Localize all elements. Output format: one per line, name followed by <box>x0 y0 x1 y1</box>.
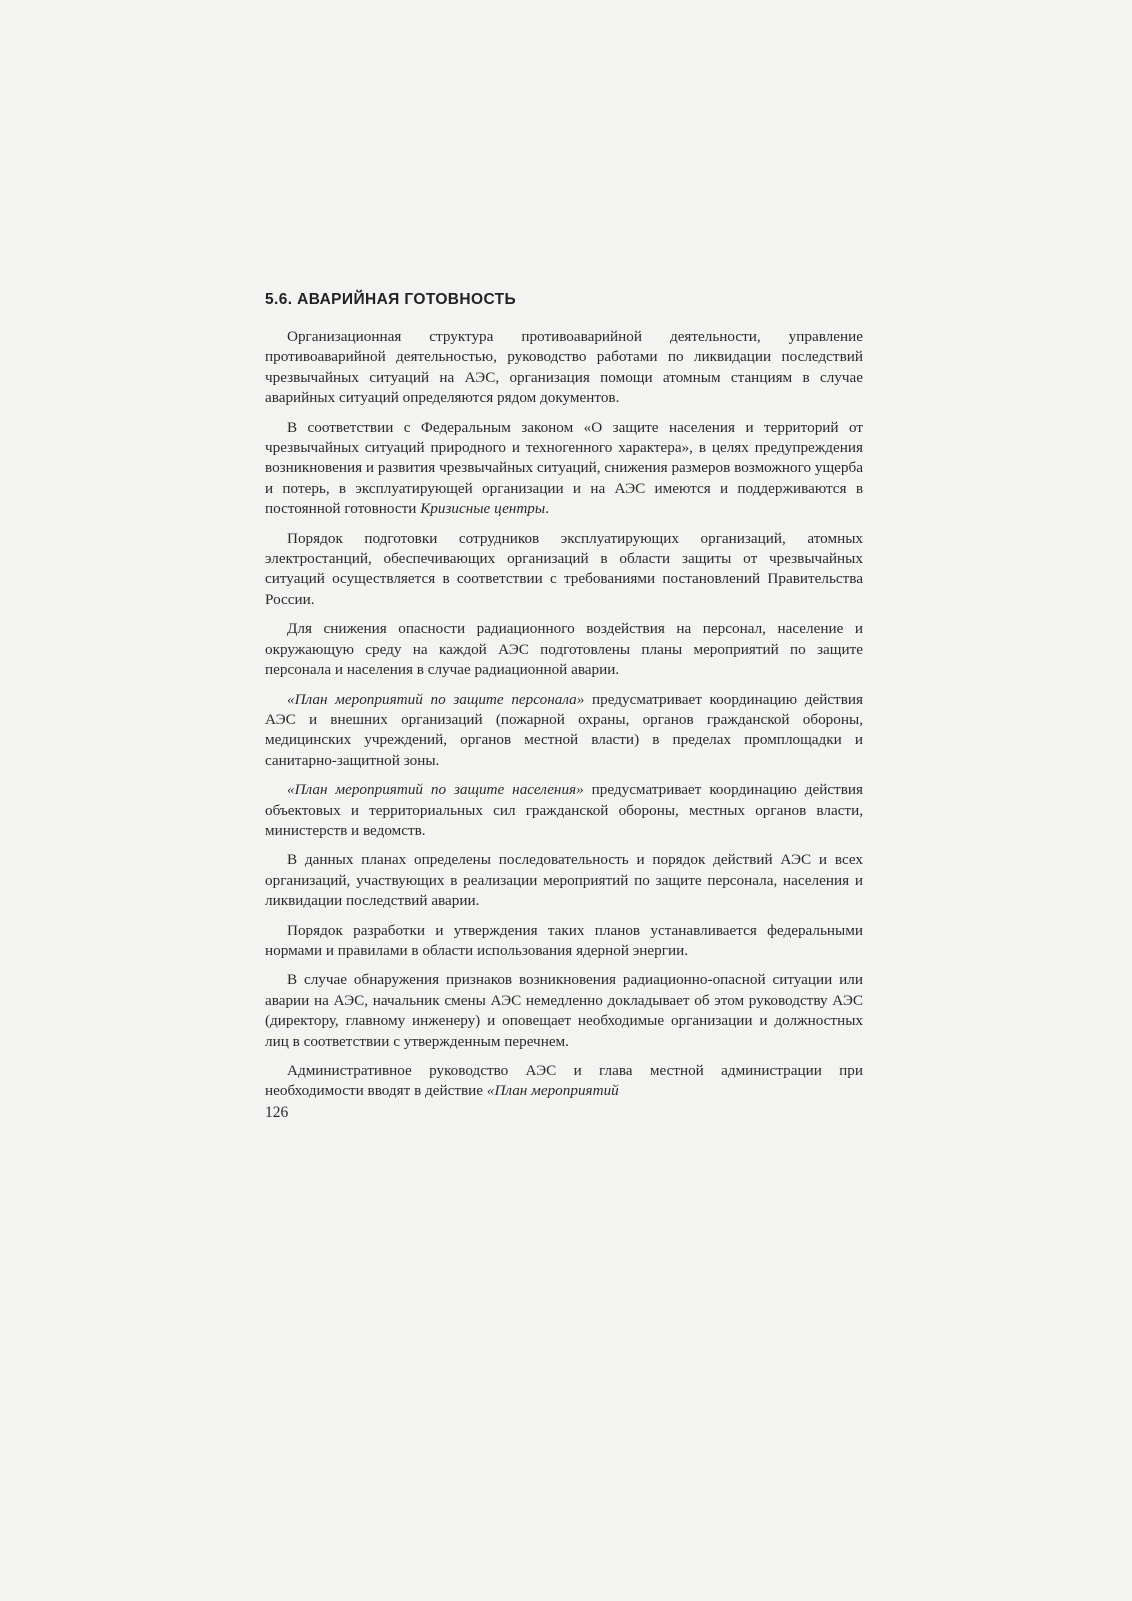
paragraph-1-text: Организационная структура противоаварийной деятельности, управление противоаварийной деятельностью, руководство работами по ликвидации последствий чрезвычайных ситуаций на АЭС, организация помощи атомным станциям в случае аварийных ситуаций определяются рядом документов. <box>265 328 863 407</box>
paragraph-5-italic: «План мероприятий по защите персонала» <box>287 690 585 708</box>
paragraph-2-end: . <box>545 500 549 518</box>
paragraph-2 <box>265 418 863 520</box>
document-page <box>265 290 863 1122</box>
paragraph-3 <box>265 529 863 611</box>
paragraph-10 <box>265 1061 863 1102</box>
paragraph-1 <box>265 327 863 409</box>
paragraph-9 <box>265 970 863 1052</box>
paragraph-10-italic: «План мероприятий <box>486 1082 619 1100</box>
paragraph-8 <box>265 921 863 962</box>
paragraph-7-text: В данных планах определены последовательность и порядок действий АЭС и всех организаций, участвующих в реализации мероприятий по защите персонала, населения и ликвидации последствий аварии. <box>265 851 863 910</box>
paragraph-6-italic: «План мероприятий по защите населения» <box>287 781 584 799</box>
paragraph-8-text: Порядок разработки и утверждения таких планов устанавливается федеральными нормами и правилами в области использования ядерной энергии. <box>265 921 863 959</box>
paragraph-7 <box>265 850 863 911</box>
paragraph-4-text: Для снижения опасности радиационного воздействия на персонал, население и окружающую среду на каждой АЭС подготовлены планы мероприятий по защите персонала и населения в случае радиационной аварии. <box>265 620 863 679</box>
paragraph-5 <box>265 690 863 772</box>
paragraph-6 <box>265 780 863 841</box>
paragraph-4 <box>265 619 863 680</box>
page-number: 126 <box>265 1103 289 1121</box>
paragraph-10-text: Административное руководство АЭС и глава местной администрации при необходимости вводят в действие <box>265 1062 863 1100</box>
paragraph-9-text: В случае обнаружения признаков возникновения радиационно-опасной ситуации или аварии на АЭС, начальник смены АЭС немедленно докладывает об этом руководству АЭС (директору, главному инженеру) и оповещает необходимые организации и должностных лиц в соответствии с утвержденным перечнем. <box>265 971 863 1050</box>
paragraph-2-italic: Кризисные центры <box>420 500 546 518</box>
section-heading: 5.6. АВАРИЙНАЯ ГОТОВНОСТЬ <box>265 291 517 308</box>
paragraph-2-text: В соответствии с Федеральным законом «О защите населения и территорий от чрезвычайных ситуаций природного и техногенного характера», в целях предупреждения возникновения и развития чрезвычайных ситуаций, снижения размеров возможного ущерба и потерь, в эксплуатирующей организации и на АЭС имеются и поддерживаются в постоянной готовности <box>265 418 863 518</box>
paragraph-3-text: Порядок подготовки сотрудников эксплуатирующих организаций, атомных электростанций, обеспечивающих организаций в области защиты от чрезвычайных ситуаций осуществляется в соответствии с требованиями постановлений Правительства России. <box>265 529 863 608</box>
paragraph-6-text: предусматривает координацию действия объектовых и территориальных сил гражданской обороны, местных органов власти, министерств и ведомств. <box>265 781 863 839</box>
paragraph-5-text: предусматривает координацию действия АЭС и внешних организаций (пожарной охраны, органов гражданской обороны, медицинских учреждений, органов местной власти) в пределах промплощадки и санитарно-защитной зоны. <box>265 690 863 769</box>
